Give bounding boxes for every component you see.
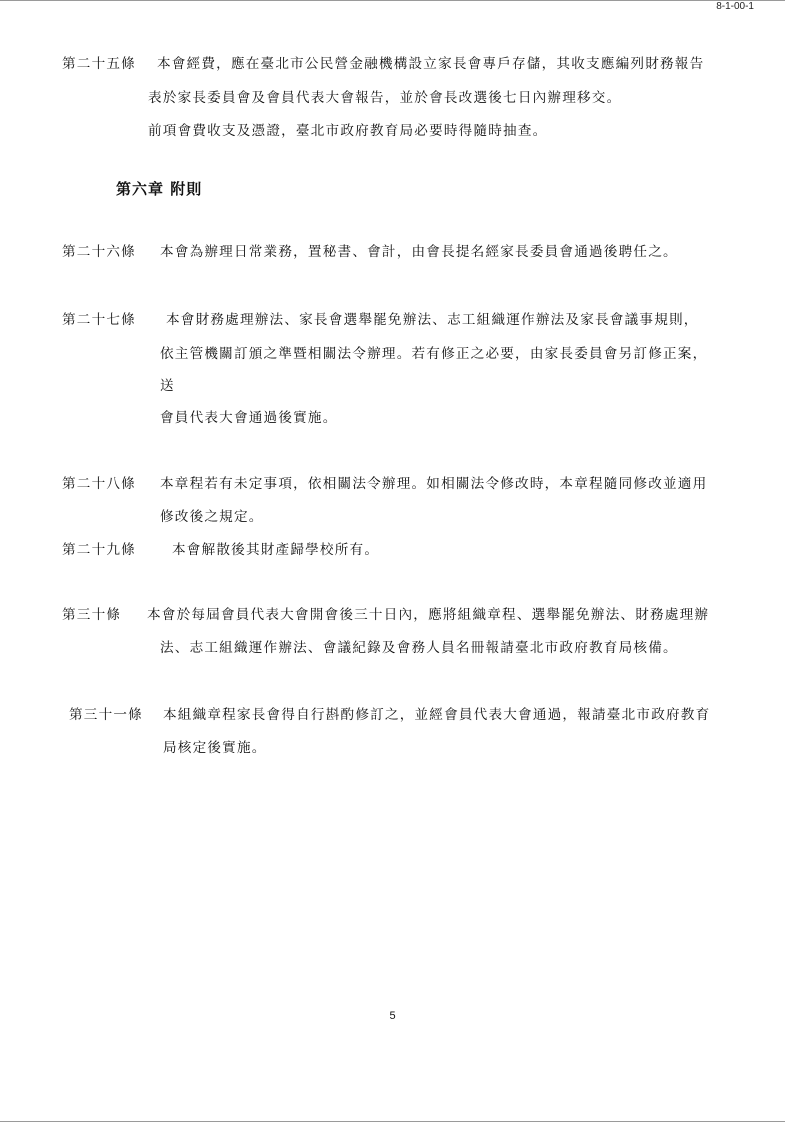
- article-29-line-1: 本會解散後其財產歸學校所有。: [172, 542, 380, 558]
- article-27-label: 第二十七條: [62, 312, 136, 328]
- article-28-line-2: 修改後之規定。: [160, 509, 264, 525]
- article-26-line-1: 本會為辦理日常業務，置秘書、會計，由會長提名經家長委員會通過後聘任之。: [160, 244, 678, 260]
- article-27-line-1: 本會財務處理辦法、家長會選舉罷免辦法、志工組織運作辦法及家長會議事規則，: [166, 312, 699, 328]
- chapter-6-heading: 第六章 附則: [116, 180, 203, 198]
- article-28-label: 第二十八條: [62, 476, 136, 492]
- article-25-line-3: 前項會費收支及憑證，臺北市政府教育局必要時得隨時抽查。: [148, 123, 548, 139]
- article-25-label: 第二十五條: [62, 56, 136, 72]
- page-number: 5: [389, 1010, 396, 1022]
- article-29-label: 第二十九條: [62, 542, 136, 558]
- article-30-line-2: 法、志工組織運作辦法、會議紀錄及會務人員名冊報請臺北市政府教育局核備。: [160, 640, 678, 656]
- article-28-line-1: 本章程若有未定事項，依相關法令辦理。如相關法令修改時，本章程隨同修改並適用: [160, 476, 708, 492]
- article-25-line-2: 表於家長委員會及會員代表大會報告，並於會長改選後七日內辦理移交。: [148, 90, 622, 106]
- article-25-line-1: 本會經費，應在臺北市公民營金融機構設立家長會專戶存儲，其收支應編列財務報告: [157, 56, 705, 72]
- article-27-line-2: 依主管機關訂頒之準暨相關法令辦理。若有修正之必要，由家長委員會另訂修正案，: [160, 346, 708, 362]
- article-30-label: 第三十條: [62, 607, 122, 623]
- article-30-line-1: 本會於每屆會員代表大會開會後三十日內，應將組織章程、選舉罷免辦法、財務處理辦: [147, 607, 710, 623]
- article-27-line-3: 送: [160, 378, 175, 394]
- article-31-line-2: 局核定後實施。: [163, 740, 267, 756]
- article-27-line-4: 會員代表大會通過後實施。: [160, 410, 338, 426]
- page-top-border: [0, 0, 785, 1]
- article-31-label: 第三十一條: [69, 707, 143, 723]
- article-31-line-1: 本組織章程家長會得自行斟酌修訂之，並經會員代表大會通過，報請臺北市政府教育: [163, 707, 711, 723]
- article-26-label: 第二十六條: [62, 244, 136, 260]
- document-code: 8-1-00-1: [716, 1, 754, 12]
- page-bottom-border: [0, 1121, 785, 1122]
